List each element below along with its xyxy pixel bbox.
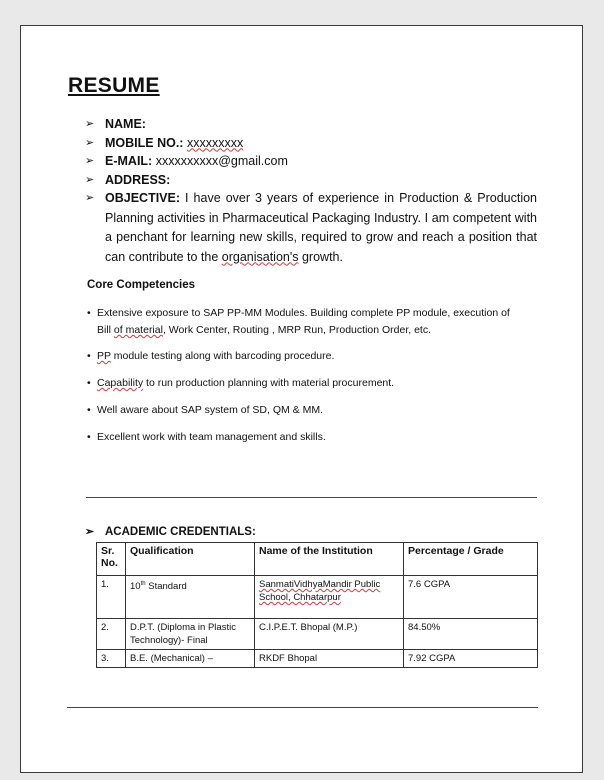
academic-credentials-heading: ➢ ACADEMIC CREDENTIALS: xyxy=(85,526,256,538)
mobile-label: MOBILE NO.: xyxy=(105,135,184,150)
bullet-dot-icon: • xyxy=(87,350,91,362)
bullet-dot-icon: • xyxy=(87,404,91,416)
divider xyxy=(67,707,538,708)
objective-label: OBJECTIVE: xyxy=(105,191,181,205)
bullet-dot-icon: • xyxy=(87,431,91,443)
arrow-bullet-icon: ➢ xyxy=(85,192,95,204)
name-field xyxy=(85,115,537,133)
column-header: Qualification xyxy=(126,543,255,576)
mobile-value: xxxxxxxxx xyxy=(186,135,244,150)
mobile-field xyxy=(85,134,537,152)
table-row: 1. 10th Standard SanmatiVidhyaMandir Public School, Chhatarpur 7.6 CGPA xyxy=(97,576,538,619)
competency-item: • Excellent work with team management and skills. xyxy=(87,429,532,446)
name-label: NAME: xyxy=(105,117,146,131)
core-competencies-heading: Core Competencies xyxy=(87,279,196,291)
divider xyxy=(86,497,537,498)
table-row: 2. D.P.T. (Diploma in Plastic Technology)- Final C.I.P.E.T. Bhopal (M.P.) 84.50% xyxy=(97,619,538,650)
document-page xyxy=(20,25,583,773)
objective-text-end: growth. xyxy=(298,249,343,264)
competency-item: • Capability to run production planning with material procurement. xyxy=(87,375,532,392)
address-field xyxy=(85,171,537,189)
column-header: Sr. No. xyxy=(97,543,126,576)
arrow-bullet-icon: ➢ xyxy=(85,173,95,186)
arrow-bullet-icon: ➢ xyxy=(85,155,95,167)
competency-item: • Well aware about SAP system of SD, QM & MM. xyxy=(87,402,532,419)
bullet-dot-icon: • xyxy=(87,377,91,389)
email-value: xxxxxxxxxx@gmail.com xyxy=(155,154,288,168)
academic-credentials-table xyxy=(96,542,538,668)
competency-item: • PP module testing along with barcoding procedure. xyxy=(87,348,532,365)
personal-details-list xyxy=(85,115,537,268)
objective-text: I have over 3 years of experience in Production & Production Planning activities in Pharmaceutical Packaging Industry. I am competent with a penchant for learning new skills, required to grow and reach a position that can contribute to the xyxy=(105,191,537,264)
email-label: E-MAIL: xyxy=(105,154,153,168)
competency-item: • Extensive exposure to SAP PP-MM Modules. Building complete PP module, execution of Bill of material, Work Center, Routing , MRP Run, Production Order, etc. xyxy=(87,307,510,336)
arrow-bullet-icon: ➢ xyxy=(85,118,95,130)
table-row: 3. B.E. (Mechanical) – RKDF Bhopal 7.92 CGPA xyxy=(97,650,538,668)
resume-title: RESUME xyxy=(68,74,160,97)
objective-flagged-word: organisation's xyxy=(221,249,299,264)
column-header: Percentage / Grade xyxy=(404,543,538,576)
address-label: ADDRESS: xyxy=(105,172,171,187)
column-header: Name of the Institution xyxy=(255,543,404,576)
bullet-dot-icon: • xyxy=(87,307,91,319)
arrow-bullet-icon: ➢ xyxy=(85,526,95,538)
table-header-row xyxy=(97,543,538,576)
email-field xyxy=(85,152,537,170)
arrow-bullet-icon: ➢ xyxy=(85,136,95,149)
objective-paragraph xyxy=(85,189,537,267)
